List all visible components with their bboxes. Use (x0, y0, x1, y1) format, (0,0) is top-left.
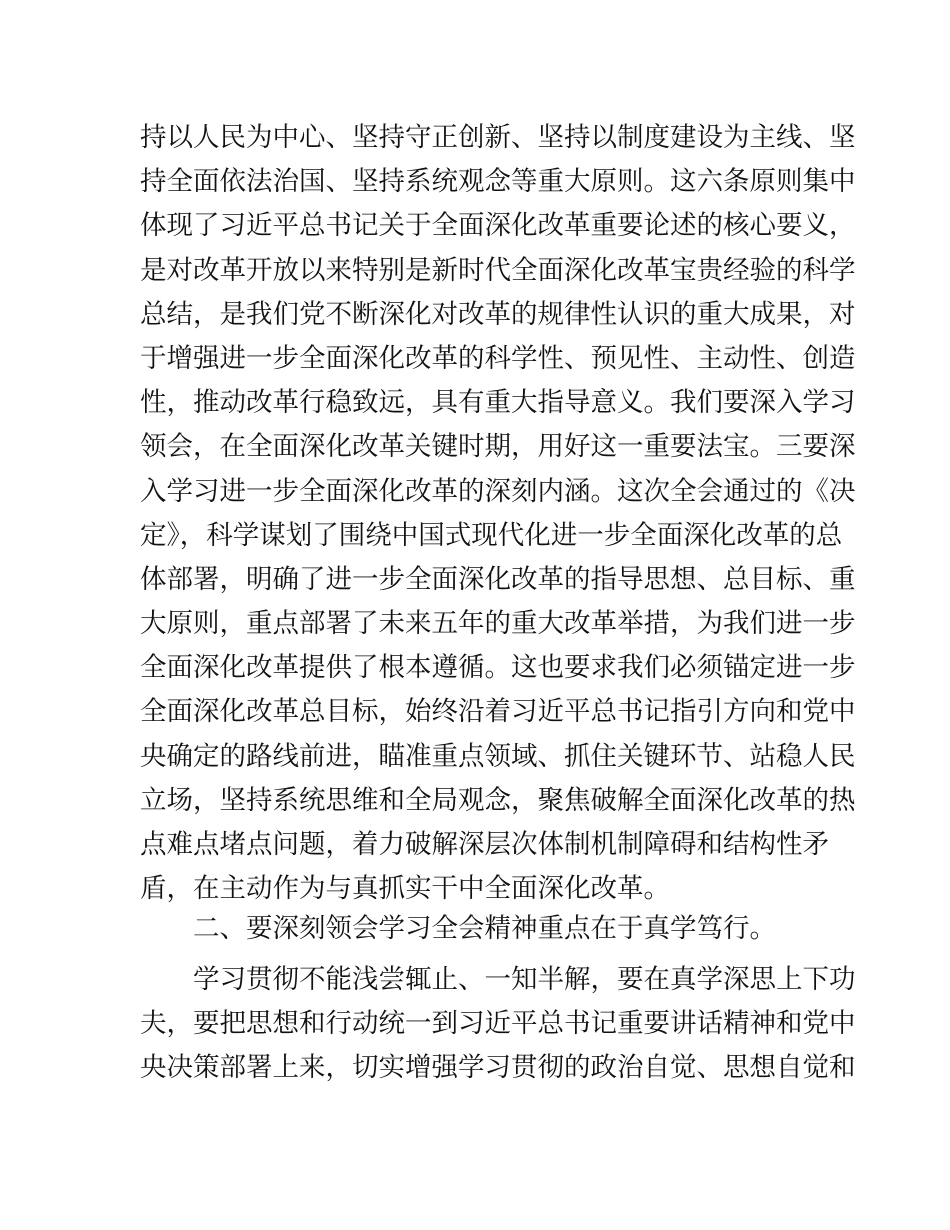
paragraph-line: 全面深化改革提供了根本遵循。这也要求我们必须锚定进一步 (140, 652, 856, 684)
paragraph-line: 领会，在全面深化改革关键时期，用好这一重要法宝。三要深 (140, 431, 856, 463)
paragraph-line: 立场，坚持系统思维和全局观念，聚焦破解全面深化改革的热 (140, 784, 856, 816)
heading-line: 二、要深刻领会学习全会精神重点在于真学笃行。 (193, 913, 776, 944)
body-paragraph (140, 958, 856, 1091)
paragraph-line: 体部署，明确了进一步全面深化改革的指导思想、总目标、重 (140, 563, 856, 595)
paragraph-line: 夫，要把思想和行动统一到习近平总书记重要讲话精神和党中 (140, 1008, 856, 1040)
paragraph-line: 体现了习近平总书记关于全面深化改革重要论述的核心要义， (140, 210, 856, 242)
paragraph-line: 定》，科学谋划了围绕中国式现代化进一步全面深化改革的总 (140, 519, 843, 551)
paragraph-line: 持全面依法治国、坚持系统观念等重大原则。这六条原则集中 (140, 166, 856, 198)
paragraph-line: 持以人民为中心、坚持守正创新、坚持以制度建设为主线、坚 (140, 122, 856, 153)
paragraph-line: 央确定的路线前进，瞄准重点领域、抓住关键环节、站稳人民 (140, 740, 856, 772)
paragraph-line: 全面深化改革总目标，始终沿着习近平总书记指引方向和党中 (140, 696, 856, 728)
paragraph-line: 央决策部署上来，切实增强学习贯彻的政治自觉、思想自觉和 (140, 1052, 856, 1084)
paragraph-line: 点难点堵点问题，着力破解深层次体制机制障碍和结构性矛 (140, 829, 829, 860)
paragraph-line: 入学习进一步全面深化改革的深刻内涵。这次全会通过的《决 (140, 475, 856, 507)
paragraph-line: 于增强进一步全面深化改革的科学性、预见性、主动性、创造 (140, 342, 856, 374)
paragraph-line: 是对改革开放以来特别是新时代全面深化改革宝贵经验的科学 (140, 254, 856, 286)
paragraph-line: 大原则，重点部署了未来五年的重大改革举措，为我们进一步 (140, 608, 856, 640)
paragraph-line: 总结，是我们党不断深化对改革的规律性认识的重大成果，对 (140, 298, 856, 330)
paragraph-line: 性，推动改革行稳致远，具有重大指导意义。我们要深入学习 (140, 387, 856, 419)
section-heading (140, 907, 816, 951)
paragraph-line: 学习贯彻不能浅尝辄止、一知半解，要在真学深思上下功 (193, 964, 856, 995)
body-paragraph (140, 116, 856, 911)
paragraph-line: 盾，在主动作为与真抓实干中全面深化改革。 (140, 873, 670, 905)
